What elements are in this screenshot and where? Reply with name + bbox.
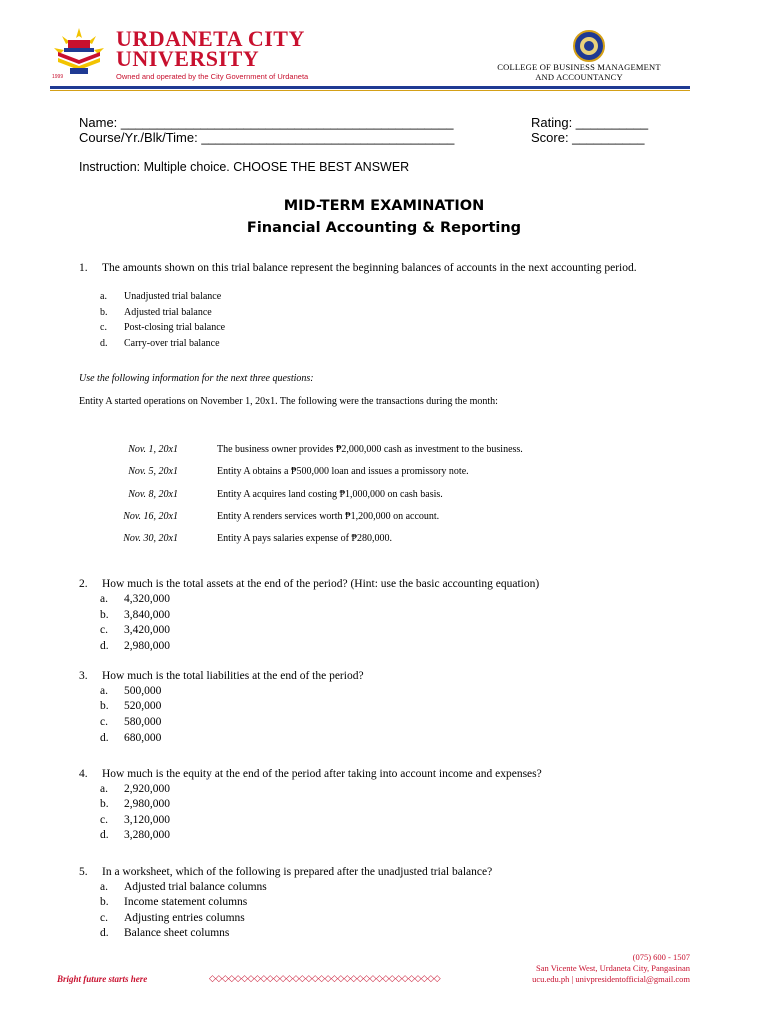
option-text[interactable]: Adjusting entries columns bbox=[124, 912, 245, 924]
option-text[interactable]: 3,280,000 bbox=[124, 829, 170, 841]
option-text[interactable]: 3,840,000 bbox=[124, 609, 170, 621]
question-number: 4. bbox=[79, 768, 88, 780]
transaction-date: Nov. 5, 20x1 bbox=[128, 466, 178, 477]
option-letter[interactable]: c. bbox=[100, 716, 108, 728]
option-letter[interactable]: a. bbox=[100, 593, 108, 605]
university-logo-icon bbox=[50, 26, 108, 80]
transaction-desc: Entity A pays salaries expense of ₱280,000. bbox=[217, 533, 392, 544]
rating-field[interactable]: Rating: __________ bbox=[531, 115, 649, 130]
course-field[interactable]: Course/Yr./Blk/Time: ___________________________________ bbox=[79, 130, 455, 145]
option-text[interactable]: 4,320,000 bbox=[124, 593, 170, 605]
question-number: 2. bbox=[79, 578, 88, 590]
option-letter[interactable]: d. bbox=[100, 640, 109, 652]
header-divider-accent bbox=[50, 90, 690, 91]
option-text[interactable]: 680,000 bbox=[124, 732, 162, 744]
transaction-desc: The business owner provides ₱2,000,000 cash as investment to the business. bbox=[217, 444, 523, 455]
college-name bbox=[470, 62, 688, 82]
option-letter[interactable]: c. bbox=[100, 912, 108, 924]
university-name-line2: UNIVERSITY bbox=[116, 46, 260, 71]
option-text[interactable]: Adjusted trial balance bbox=[124, 307, 212, 318]
option-letter[interactable]: d. bbox=[100, 829, 109, 841]
option-letter[interactable]: d. bbox=[100, 927, 109, 939]
question-number: 1. bbox=[79, 262, 88, 274]
footer-contacts[interactable]: ucu.edu.ph | univpresidentofficial@gmail.com bbox=[532, 974, 690, 984]
option-text[interactable]: 500,000 bbox=[124, 685, 162, 697]
option-letter[interactable]: b. bbox=[100, 798, 109, 810]
option-letter[interactable]: c. bbox=[100, 814, 108, 826]
question-number: 5. bbox=[79, 866, 88, 878]
option-letter[interactable]: a. bbox=[100, 783, 108, 795]
option-letter[interactable]: d. bbox=[100, 338, 108, 349]
option-text[interactable]: Post-closing trial balance bbox=[124, 322, 226, 333]
transaction-desc: Entity A renders services worth ₱1,200,000 on account. bbox=[217, 511, 440, 522]
transaction-date: Nov. 8, 20x1 bbox=[128, 489, 178, 500]
option-text[interactable]: Carry-over trial balance bbox=[124, 338, 220, 349]
option-text[interactable]: 3,120,000 bbox=[124, 814, 170, 826]
transaction-date: Nov. 1, 20x1 bbox=[128, 444, 178, 455]
name-field[interactable]: Name: ______________________________________________ bbox=[79, 115, 454, 130]
exam-title: MID-TERM EXAMINATION bbox=[283, 198, 485, 214]
option-letter[interactable]: b. bbox=[100, 700, 109, 712]
option-text[interactable]: Unadjusted trial balance bbox=[124, 291, 222, 302]
footer-tagline: Bright future starts here bbox=[57, 974, 148, 984]
question-text: How much is the total liabilities at the end of the period? bbox=[102, 670, 364, 682]
option-letter[interactable]: b. bbox=[100, 896, 109, 908]
question-number: 3. bbox=[79, 670, 88, 682]
option-text[interactable]: 580,000 bbox=[124, 716, 162, 728]
question-text: In a worksheet, which of the following is prepared after the unadjusted trial balance? bbox=[102, 866, 493, 878]
option-text[interactable]: Balance sheet columns bbox=[124, 927, 230, 939]
option-text[interactable]: 3,420,000 bbox=[124, 624, 170, 636]
option-text[interactable]: Income statement columns bbox=[124, 896, 248, 908]
footer-address: San Vicente West, Urdaneta City, Pangasinan bbox=[536, 963, 690, 973]
question-text: The amounts shown on this trial balance represent the beginning balances of accounts in the next accounting period. bbox=[102, 262, 637, 274]
college-name-line2: AND ACCOUNTANCY bbox=[535, 72, 623, 82]
exam-subject: Financial Accounting & Reporting bbox=[246, 220, 522, 236]
question-text: How much is the total assets at the end of the period? (Hint: use the basic accounting equation) bbox=[102, 578, 540, 590]
option-text[interactable]: 2,980,000 bbox=[124, 798, 170, 810]
transaction-desc: Entity A acquires land costing ₱1,000,000 on cash basis. bbox=[217, 489, 443, 500]
option-letter[interactable]: c. bbox=[100, 624, 108, 636]
transaction-date: Nov. 30, 20x1 bbox=[123, 533, 178, 544]
instruction-text: Instruction: Multiple choice. CHOOSE THE BEST ANSWER bbox=[79, 160, 410, 174]
header-divider bbox=[50, 86, 690, 89]
footer-ornament: ◇◇◇◇◇◇◇◇◇◇◇◇◇◇◇◇◇◇◇◇◇◇◇◇◇◇◇◇◇◇◇◇◇◇◇◇ bbox=[209, 973, 441, 983]
option-letter[interactable]: c. bbox=[100, 322, 107, 333]
option-letter[interactable]: a. bbox=[100, 685, 108, 697]
transaction-desc: Entity A obtains a ₱500,000 loan and issues a promissory note. bbox=[217, 466, 469, 477]
college-seal-icon bbox=[573, 30, 605, 62]
option-text[interactable]: Adjusted trial balance columns bbox=[124, 881, 267, 893]
footer-phone: (075) 600 - 1507 bbox=[632, 952, 690, 962]
option-letter[interactable]: b. bbox=[100, 307, 108, 318]
question-text: How much is the equity at the end of the period after taking into account income and expenses? bbox=[102, 768, 542, 780]
transaction-date: Nov. 16, 20x1 bbox=[123, 511, 178, 522]
option-letter[interactable]: a. bbox=[100, 291, 107, 302]
info-lead: Use the following information for the next three questions: bbox=[79, 373, 314, 384]
option-text[interactable]: 2,920,000 bbox=[124, 783, 170, 795]
college-name-line1: COLLEGE OF BUSINESS MANAGEMENT bbox=[497, 62, 661, 72]
university-name bbox=[116, 26, 305, 71]
university-name-line1: URDANETA CITY bbox=[116, 26, 305, 51]
owned-by-text: Owned and operated by the City Government of Urdaneta bbox=[116, 72, 309, 81]
option-letter[interactable]: b. bbox=[100, 609, 109, 621]
option-letter[interactable]: d. bbox=[100, 732, 109, 744]
option-text[interactable]: 520,000 bbox=[124, 700, 162, 712]
score-field[interactable]: Score: __________ bbox=[531, 130, 645, 145]
svg-text:1999: 1999 bbox=[52, 74, 64, 80]
info-intro: Entity A started operations on November 1, 20x1. The following were the transactions during the month: bbox=[79, 396, 498, 407]
option-text[interactable]: 2,980,000 bbox=[124, 640, 170, 652]
option-letter[interactable]: a. bbox=[100, 881, 108, 893]
